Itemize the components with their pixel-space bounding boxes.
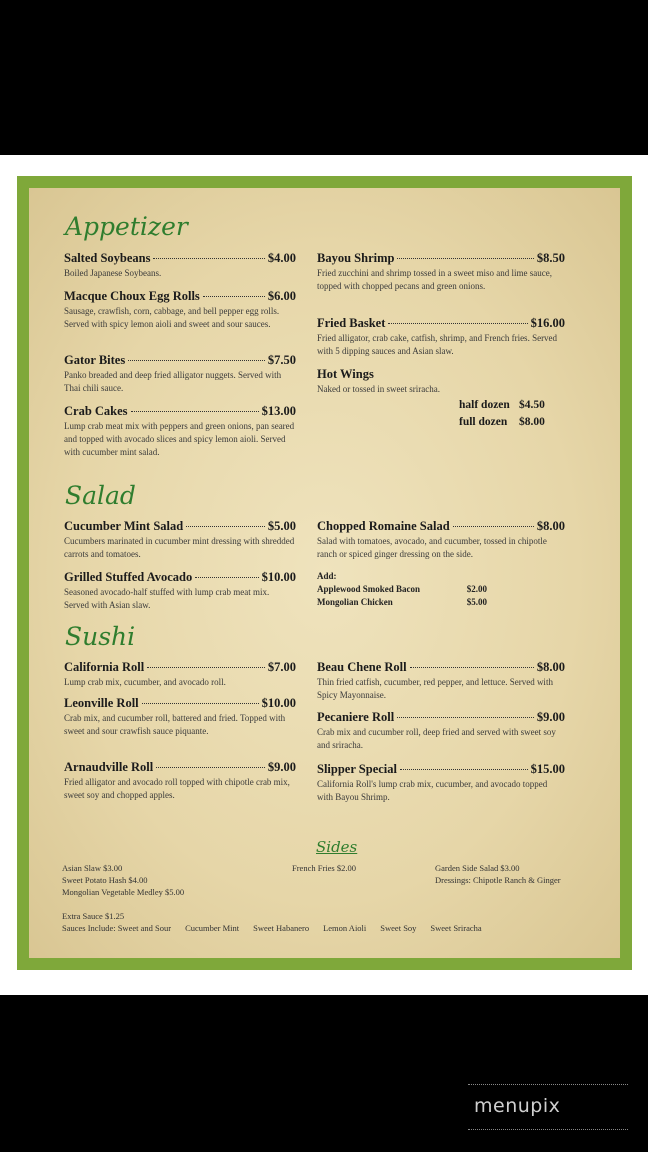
item-name: Gator Bites xyxy=(64,353,126,367)
item-desc: Boiled Japanese Soybeans. xyxy=(64,268,162,278)
item-price: $10.00 xyxy=(261,696,296,710)
item-desc: Naked or tossed in sweet sriracha. xyxy=(317,384,440,394)
sauce-item: Sweet Habanero xyxy=(253,923,310,933)
add-label: Add: xyxy=(317,571,337,581)
sides-column xyxy=(62,862,184,898)
item-price: $4.00 xyxy=(267,251,296,265)
sauce-item: Sweet Soy xyxy=(380,923,417,933)
item-name: Pecaniere Roll xyxy=(317,710,395,724)
menu-item xyxy=(64,660,296,689)
menupix-watermark xyxy=(468,1084,628,1130)
item-desc: Thin fried catfish, cucumber, red pepper, and lettuce. Served with Spicy Mayonnaise. xyxy=(317,677,553,700)
sauces-list xyxy=(62,923,482,933)
item-name: Arnaudville Roll xyxy=(64,760,154,774)
size-price: $4.50 xyxy=(519,399,545,411)
side-item: Mongolian Vegetable Medley $5.00 xyxy=(62,887,185,897)
wings-size-row xyxy=(459,416,545,428)
menu-item xyxy=(64,696,296,738)
item-price: $15.00 xyxy=(530,762,565,776)
item-desc: Fried alligator, crab cake, catfish, shrimp, and French fries. Served with 5 dipping sauces and Asian slaw. xyxy=(317,333,558,356)
sauce-item: Lemon Aioli xyxy=(323,923,367,933)
item-name: Cucumber Mint Salad xyxy=(64,519,184,533)
item-name: Leonville Roll xyxy=(64,696,139,710)
add-item-price: $5.00 xyxy=(466,597,487,607)
item-desc: California Roll's lump crab mix, cucumber, and avocado topped with Bayou Shrimp. xyxy=(317,779,548,802)
item-desc: Crab mix, and cucumber roll, battered and fried. Topped with sweet and sour crawfish sauce piquante. xyxy=(64,713,286,736)
item-desc: Sausage, crawfish, corn, cabbage, and bell pepper egg rolls. Served with spicy lemon aioli and sweet and sour sauces. xyxy=(64,306,280,329)
item-price: $5.00 xyxy=(267,519,296,533)
side-item: French Fries $2.00 xyxy=(292,863,356,873)
add-item-name: Mongolian Chicken xyxy=(317,597,393,607)
size-label: full dozen xyxy=(459,416,508,428)
item-price: $16.00 xyxy=(530,316,565,330)
section-title-appetizer: Appetizer xyxy=(65,212,188,241)
item-desc: Panko breaded and deep fried alligator nuggets. Served with Thai chili sauce. xyxy=(64,370,282,393)
size-price: $8.00 xyxy=(519,416,545,428)
item-name: Macque Choux Egg Rolls xyxy=(64,289,200,303)
section-title-sushi: Sushi xyxy=(65,622,136,651)
menu-item xyxy=(64,570,296,612)
wings-size-row xyxy=(459,399,545,411)
item-name: Hot Wings xyxy=(317,367,374,381)
menu-item xyxy=(317,519,565,561)
menu-item xyxy=(317,251,565,293)
menu-item xyxy=(64,353,296,395)
menu-item xyxy=(64,289,296,331)
add-item-name: Applewood Smoked Bacon xyxy=(317,584,421,594)
menu-item xyxy=(317,367,565,396)
item-price: $8.00 xyxy=(536,519,565,533)
menu-item xyxy=(64,404,296,459)
item-name: Slipper Special xyxy=(317,762,397,776)
salad-add-ons xyxy=(317,570,487,609)
item-price: $9.00 xyxy=(267,760,296,774)
item-name: Salted Soybeans xyxy=(64,251,151,265)
item-desc: Salad with tomatoes, avocado, and cucumber, tossed in chipotle ranch or spiced ginger dressing on the side. xyxy=(317,536,547,559)
item-name: California Roll xyxy=(64,660,145,674)
sauce-item: Cucumber Mint xyxy=(185,923,240,933)
menu-paper xyxy=(29,188,620,958)
menu-item xyxy=(64,251,296,280)
watermark-text: menupix xyxy=(474,1095,561,1117)
item-desc: Seasoned avocado-half stuffed with lump crab meat mix. Served with Asian slaw. xyxy=(64,587,270,610)
side-item: Garden Side Salad $3.00 xyxy=(435,863,520,873)
menu-item xyxy=(64,760,296,802)
item-desc: Fried alligator and avocado roll topped with chipotle crab mix, sweet soy and chopped apples. xyxy=(64,777,290,800)
extra-sauce: Extra Sauce $1.25 xyxy=(62,911,125,921)
sauce-item: Sauces Include: Sweet and Sour xyxy=(62,923,172,933)
item-price: $9.00 xyxy=(536,710,565,724)
item-price: $8.50 xyxy=(536,251,565,265)
menu-item xyxy=(317,710,565,752)
add-item-price: $2.00 xyxy=(466,584,487,594)
item-name: Chopped Romaine Salad xyxy=(317,519,450,533)
size-label: half dozen xyxy=(459,399,510,411)
menu-frame xyxy=(17,176,632,970)
item-price: $7.00 xyxy=(267,660,296,674)
sauce-item: Sweet Sriracha xyxy=(430,923,482,933)
section-title-salad: Salad xyxy=(65,481,136,510)
item-name: Grilled Stuffed Avocado xyxy=(64,570,193,584)
item-price: $6.00 xyxy=(267,289,296,303)
section-title-sides: Sides xyxy=(316,838,358,856)
item-name: Beau Chene Roll xyxy=(317,660,407,674)
item-price: $7.50 xyxy=(267,353,296,367)
item-price: $13.00 xyxy=(261,404,296,418)
item-name: Bayou Shrimp xyxy=(317,251,395,265)
sides-column xyxy=(292,862,356,874)
menu-item xyxy=(317,762,565,804)
item-desc: Crab mix and cucumber roll, deep fried and served with sweet soy and sriracha. xyxy=(317,727,556,750)
item-name: Fried Basket xyxy=(317,316,386,330)
item-desc: Lump crab mix, cucumber, and avocado roll. xyxy=(64,677,226,687)
menu-item xyxy=(317,660,565,702)
item-desc: Fried zucchini and shrimp tossed in a sweet miso and lime sauce, topped with chopped pecans and green onions. xyxy=(317,268,552,291)
menu-item xyxy=(64,519,296,561)
side-item: Sweet Potato Hash $4.00 xyxy=(62,875,148,885)
sides-column xyxy=(435,862,561,886)
item-price: $10.00 xyxy=(261,570,296,584)
item-desc: Lump crab meat mix with peppers and green onions, pan seared and topped with avocado slices and spicy lemon aioli. Served with cucumber mint salad. xyxy=(64,421,295,457)
item-name: Crab Cakes xyxy=(64,404,128,418)
item-desc: Cucumbers marinated in cucumber mint dressing with shredded carrots and tomatoes. xyxy=(64,536,295,559)
side-item: Asian Slaw $3.00 xyxy=(62,863,123,873)
side-item: Dressings: Chipotle Ranch & Ginger xyxy=(435,875,561,885)
item-price: $8.00 xyxy=(536,660,565,674)
menu-item xyxy=(317,316,565,358)
